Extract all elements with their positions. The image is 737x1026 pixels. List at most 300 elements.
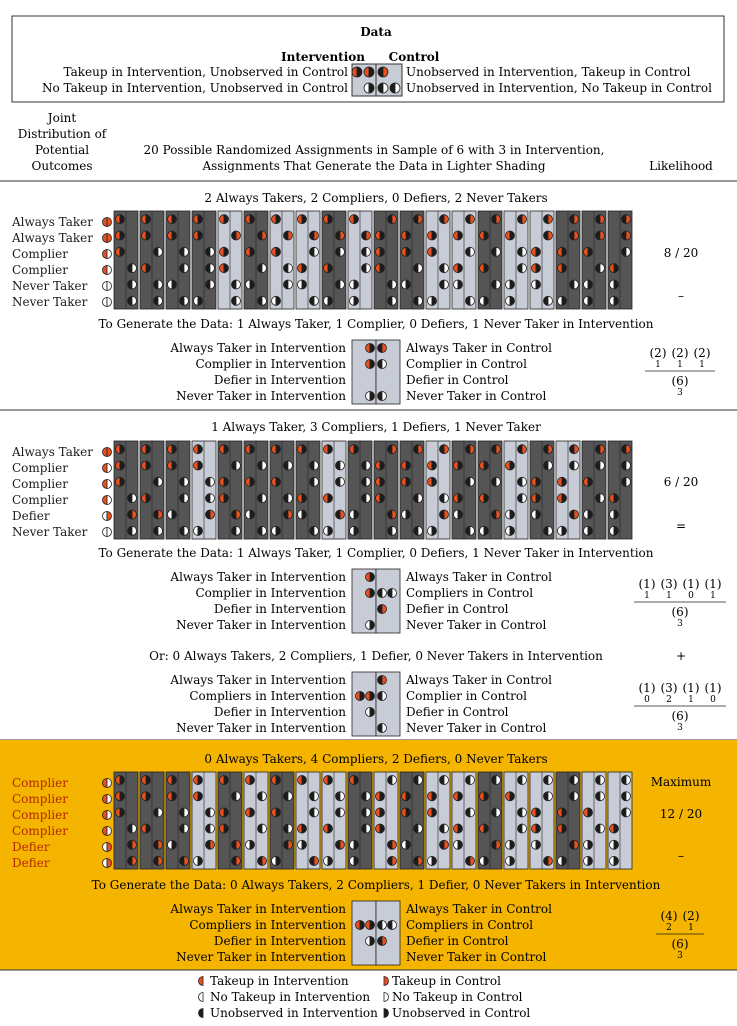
- assignment-icon: [324, 776, 333, 785]
- assignment-icon: [194, 445, 203, 454]
- assignment-icon: [506, 280, 515, 289]
- assignment-icon: [622, 776, 631, 785]
- control-icon: [378, 937, 387, 946]
- assignment-icon: [142, 445, 151, 454]
- table-header: [0, 111, 737, 181]
- header-col2-line1: 20 Possible Randomized Assignments in Sample of 6 with 3 in Intervention,: [143, 143, 605, 157]
- assignment-icon: [558, 526, 567, 535]
- assignment-icon: [414, 776, 423, 785]
- assignment-column: [270, 441, 294, 539]
- assignment-column: [348, 772, 372, 869]
- binomial-bottom: 0: [710, 695, 716, 705]
- binomial-top: (1): [682, 577, 700, 591]
- assignment-icon: [518, 824, 527, 833]
- assignment-icon: [272, 808, 281, 817]
- assignment-icon: [154, 247, 163, 256]
- assignment-icon: [518, 264, 527, 273]
- assignment-icon: [194, 461, 203, 470]
- assignment-icon: [454, 792, 463, 801]
- assignment-icon: [246, 840, 255, 849]
- assignment-column: [140, 211, 164, 309]
- assignment-icon: [428, 477, 437, 486]
- legend-takeup-control-icon: [384, 977, 389, 986]
- assignment-column: [244, 772, 268, 869]
- binomial-denominator-bottom: 3: [677, 388, 683, 398]
- assignment-icon: [284, 494, 293, 503]
- assignment-icon: [518, 494, 527, 503]
- control-type-label: Never Taker in Control: [406, 389, 547, 403]
- assignment-icon: [428, 247, 437, 256]
- control-type-label: Complier in Control: [406, 689, 527, 703]
- potential-outcome-icon: [103, 496, 112, 505]
- intervention-type-label: Always Taker in Intervention: [170, 902, 346, 916]
- no-takeup-icon: [390, 83, 400, 93]
- assignment-column: [582, 441, 606, 539]
- no-takeup-icon: [378, 83, 388, 93]
- assignment-icon: [376, 494, 385, 503]
- intervention-type-label: Compliers in Intervention: [189, 689, 346, 703]
- assignment-icon: [544, 461, 553, 470]
- person-label: Never Taker: [12, 279, 88, 293]
- assignment-icon: [246, 445, 255, 454]
- data-box-col-intervention: Intervention: [281, 50, 365, 64]
- assignment-icon: [596, 215, 605, 224]
- binomial-bottom: 1: [688, 695, 694, 705]
- assignment-icon: [168, 510, 177, 519]
- assignment-icon: [388, 840, 397, 849]
- assignment-column: [218, 772, 242, 869]
- assignment-column: [218, 211, 242, 309]
- assignment-column: [530, 211, 554, 309]
- assignment-icon: [350, 280, 359, 289]
- control-type-label: Defier in Control: [406, 373, 509, 387]
- assignment-icon: [376, 808, 385, 817]
- intervention-type-label: Complier in Intervention: [195, 586, 346, 600]
- assignment-icon: [376, 461, 385, 470]
- assignment-icon: [272, 445, 281, 454]
- assignment-icon: [142, 776, 151, 785]
- assignment-icon: [610, 856, 619, 865]
- assignment-icon: [298, 776, 307, 785]
- assignment-icon: [402, 231, 411, 240]
- data-box: [12, 16, 724, 102]
- assignment-icon: [466, 445, 475, 454]
- potential-outcome-icon: [103, 779, 112, 788]
- intervention-icon: [366, 937, 375, 946]
- assignment-icon: [310, 856, 319, 865]
- assignment-column: [530, 441, 554, 539]
- assignment-icon: [324, 296, 333, 305]
- assignment-icon: [544, 526, 553, 535]
- assignment-icon: [454, 510, 463, 519]
- likelihood-equals: =: [675, 519, 687, 533]
- section-3: [0, 740, 737, 970]
- assignment-icon: [206, 280, 215, 289]
- intervention-icon: [366, 573, 375, 582]
- assignment-icon: [610, 280, 619, 289]
- assignment-icon: [350, 215, 359, 224]
- assignment-icon: [350, 445, 359, 454]
- assignment-icon: [402, 808, 411, 817]
- assignment-icon: [466, 526, 475, 535]
- assignment-icon: [440, 494, 449, 503]
- assignment-icon: [492, 808, 501, 817]
- intervention-icon: [366, 360, 375, 369]
- intervention-icon: [366, 392, 375, 401]
- assignment-icon: [180, 264, 189, 273]
- assignment-column: [426, 211, 450, 309]
- control-type-label: Never Taker in Control: [406, 618, 547, 632]
- assignment-icon: [232, 840, 241, 849]
- assignment-icon: [440, 776, 449, 785]
- assignment-icon: [506, 461, 515, 470]
- assignment-icon: [596, 494, 605, 503]
- assignment-column: [608, 772, 632, 869]
- binomial-denominator-top: (6): [671, 605, 689, 619]
- assignment-column: [166, 211, 190, 309]
- assignment-icon: [142, 461, 151, 470]
- assignment-icon: [128, 494, 137, 503]
- binomial-top: (2): [682, 909, 700, 923]
- assignment-icon: [310, 296, 319, 305]
- assignment-icon: [584, 526, 593, 535]
- binomial-denominator-top: (6): [671, 709, 689, 723]
- assignment-icon: [584, 856, 593, 865]
- assignment-icon: [414, 264, 423, 273]
- assignment-icon: [388, 296, 397, 305]
- assignment-icon: [596, 231, 605, 240]
- assignment-icon: [310, 231, 319, 240]
- assignment-icon: [454, 840, 463, 849]
- assignment-icon: [584, 280, 593, 289]
- assignment-icon: [232, 856, 241, 865]
- binomial-bottom: 1: [677, 360, 683, 370]
- intervention-icon: [366, 589, 375, 598]
- person-label: Complier: [12, 493, 68, 507]
- assignment-column: [452, 772, 476, 869]
- assignment-icon: [558, 296, 567, 305]
- assignment-icon: [284, 264, 293, 273]
- assignment-icon: [558, 808, 567, 817]
- binomial-bottom: 2: [666, 923, 672, 933]
- likelihood-label: Maximum: [650, 775, 712, 789]
- assignment-icon: [584, 808, 593, 817]
- assignment-icon: [206, 494, 215, 503]
- assignment-icon: [584, 477, 593, 486]
- no-takeup-icon: [364, 83, 374, 93]
- assignment-icon: [622, 215, 631, 224]
- data-box-row1-left: Takeup in Intervention, Unobserved in Control: [63, 65, 348, 79]
- assignment-icon: [362, 824, 371, 833]
- generate-data-block: [98, 546, 726, 633]
- assignment-icon: [128, 824, 137, 833]
- assignment-icon: [454, 824, 463, 833]
- assignment-icon: [284, 510, 293, 519]
- assignment-icon: [128, 510, 137, 519]
- assignment-icon: [584, 840, 593, 849]
- assignment-icon: [376, 264, 385, 273]
- header-col2-line2: Assignments That Generate the Data in Lighter Shading: [202, 159, 546, 173]
- assignment-icon: [440, 264, 449, 273]
- assignment-icon: [116, 792, 125, 801]
- assignment-icon: [402, 280, 411, 289]
- binomial-bottom: 1: [655, 360, 661, 370]
- control-icon: [378, 692, 387, 701]
- assignment-icon: [518, 247, 527, 256]
- assignment-icon: [532, 840, 541, 849]
- assignment-icon: [532, 477, 541, 486]
- assignment-icon: [388, 776, 397, 785]
- binomial-top: (2): [649, 346, 667, 360]
- person-label: Complier: [12, 263, 68, 277]
- assignment-icon: [532, 264, 541, 273]
- assignment-icon: [298, 840, 307, 849]
- legend-takeup-intervention: Takeup in Intervention: [210, 974, 349, 988]
- assignment-icon: [272, 247, 281, 256]
- control-icon: [378, 724, 387, 733]
- assignment-icon: [180, 526, 189, 535]
- assignment-icon: [298, 445, 307, 454]
- assignment-column: [114, 211, 138, 309]
- assignment-column: [192, 772, 216, 869]
- takeup-icon: [364, 67, 374, 77]
- assignment-icon: [116, 461, 125, 470]
- binomial-denominator-bottom: 3: [677, 951, 683, 961]
- assignment-icon: [180, 824, 189, 833]
- potential-outcome-icon: [103, 464, 112, 473]
- data-box-row2-left: No Takeup in Intervention, Unobserved in Control: [42, 81, 348, 95]
- assignment-icon: [428, 792, 437, 801]
- assignment-icon: [428, 856, 437, 865]
- assignment-column: [504, 441, 528, 539]
- assignment-icon: [570, 231, 579, 240]
- assignment-icon: [168, 792, 177, 801]
- assignment-column: [426, 441, 450, 539]
- intervention-icon: [356, 921, 365, 930]
- assignment-icon: [376, 792, 385, 801]
- assignment-icon: [492, 280, 501, 289]
- assignment-icon: [206, 808, 215, 817]
- assignment-icon: [168, 445, 177, 454]
- intervention-type-label: Compliers in Intervention: [189, 918, 346, 932]
- assignment-icon: [272, 776, 281, 785]
- assignment-icon: [596, 264, 605, 273]
- assignment-icon: [610, 494, 619, 503]
- assignment-icon: [206, 264, 215, 273]
- assignment-icon: [362, 247, 371, 256]
- potential-outcome-icon: [103, 827, 112, 836]
- assignment-icon: [180, 494, 189, 503]
- assignment-icon: [428, 808, 437, 817]
- assignment-icon: [115, 247, 124, 256]
- assignment-icon: [298, 824, 307, 833]
- assignment-icon: [298, 494, 307, 503]
- generate-data-text: Or: 0 Always Takers, 2 Compliers, 1 Defier, 0 Never Takers in Intervention: [149, 649, 603, 663]
- assignment-icon: [544, 231, 553, 240]
- section-title: 2 Always Takers, 2 Compliers, 0 Defiers, 2 Never Takers: [204, 191, 548, 205]
- assignment-icon: [428, 231, 437, 240]
- control-type-label: Never Taker in Control: [406, 950, 547, 964]
- assignment-icon: [206, 247, 215, 256]
- header-likelihood: Likelihood: [649, 159, 713, 173]
- person-label: Defier: [12, 509, 50, 523]
- assignment-icon: [544, 776, 553, 785]
- assignment-icon: [142, 215, 151, 224]
- person-label: Complier: [12, 808, 68, 822]
- section-title: 0 Always Takers, 4 Compliers, 2 Defiers, 0 Never Takers: [204, 752, 548, 766]
- assignment-icon: [272, 296, 281, 305]
- binomial-top: (1): [682, 681, 700, 695]
- binomial-denominator-bottom: 3: [677, 619, 683, 629]
- assignment-icon: [610, 296, 619, 305]
- assignment-icon: [584, 247, 593, 256]
- assignment-icon: [480, 526, 489, 535]
- assignment-icon: [492, 776, 501, 785]
- assignment-icon: [128, 296, 137, 305]
- likelihood-equals: –: [678, 289, 684, 303]
- assignment-icon: [402, 510, 411, 519]
- assignment-icon: [246, 808, 255, 817]
- assignment-icon: [414, 445, 423, 454]
- assignment-icon: [324, 526, 333, 535]
- assignment-icon: [336, 792, 345, 801]
- binomial-bottom: 1: [699, 360, 705, 370]
- control-icon: [378, 921, 387, 930]
- control-type-label: Complier in Control: [406, 357, 527, 371]
- assignment-icon: [220, 264, 229, 273]
- assignment-column: [296, 772, 320, 869]
- assignment-column: [348, 441, 372, 539]
- assignment-icon: [388, 856, 397, 865]
- data-box-title: Data: [360, 25, 392, 39]
- assignment-icon: [272, 526, 281, 535]
- assignment-icon: [128, 280, 137, 289]
- assignment-icon: [258, 231, 267, 240]
- assignment-icon: [506, 840, 515, 849]
- assignment-column: [504, 772, 528, 869]
- assignment-icon: [168, 840, 177, 849]
- assignment-icon: [350, 856, 359, 865]
- legend-takeup-intervention-icon: [199, 977, 204, 986]
- assignment-icon: [388, 445, 397, 454]
- assignment-column: [582, 211, 606, 309]
- assignment-icon: [518, 808, 527, 817]
- person-label: Complier: [12, 792, 68, 806]
- assignment-icon: [258, 296, 267, 305]
- assignment-column: [400, 211, 424, 309]
- assignment-icon: [258, 824, 267, 833]
- assignment-icon: [350, 840, 359, 849]
- assignment-icon: [194, 792, 203, 801]
- assignment-icon: [492, 247, 501, 256]
- assignment-icon: [336, 231, 345, 240]
- assignment-icon: [154, 840, 163, 849]
- assignment-column: [140, 441, 164, 539]
- legend: [199, 974, 531, 1020]
- assignment-icon: [544, 296, 553, 305]
- person-label: Always Taker: [12, 231, 94, 245]
- assignment-icon: [622, 808, 631, 817]
- assignment-icon: [258, 494, 267, 503]
- binomial-top: (1): [638, 577, 656, 591]
- assignment-icon: [414, 526, 423, 535]
- control-type-label: Always Taker in Control: [406, 570, 552, 584]
- assignment-icon: [154, 280, 163, 289]
- potential-outcome-icon: [103, 218, 112, 227]
- intervention-type-label: Never Taker in Intervention: [176, 950, 346, 964]
- assignment-column: [504, 211, 528, 309]
- legend-no-takeup-control: No Takeup in Control: [392, 990, 523, 1004]
- assignment-icon: [220, 808, 229, 817]
- binomial-bottom: 1: [688, 923, 694, 933]
- assignment-icon: [480, 856, 489, 865]
- assignment-icon: [466, 477, 475, 486]
- assignment-icon: [362, 264, 371, 273]
- assignment-icon: [480, 231, 489, 240]
- assignment-icon: [116, 231, 125, 240]
- assignment-column: [556, 772, 580, 869]
- legend-unobserved-control: Unobserved in Control: [392, 1006, 531, 1020]
- intervention-type-label: Defier in Intervention: [213, 934, 346, 948]
- binomial-bottom: 2: [666, 695, 672, 705]
- assignment-icon: [480, 792, 489, 801]
- assignment-icon: [466, 296, 475, 305]
- assignment-column: [478, 211, 502, 309]
- intervention-type-label: Always Taker in Intervention: [170, 570, 346, 584]
- assignment-icon: [206, 840, 215, 849]
- control-icon: [378, 605, 387, 614]
- assignment-icon: [544, 856, 553, 865]
- assignment-icon: [622, 231, 631, 240]
- assignment-icon: [480, 494, 489, 503]
- assignment-icon: [194, 526, 203, 535]
- assignment-icon: [154, 856, 163, 865]
- assignment-icon: [258, 856, 267, 865]
- assignment-icon: [336, 280, 345, 289]
- intervention-icon: [366, 708, 375, 717]
- assignment-icon: [350, 526, 359, 535]
- control-icon: [378, 676, 387, 685]
- assignment-icon: [350, 510, 359, 519]
- assignment-icon: [388, 280, 397, 289]
- assignment-icon: [440, 824, 449, 833]
- assignment-icon: [544, 792, 553, 801]
- control-icon: [388, 921, 397, 930]
- assignment-column: [608, 441, 632, 539]
- assignment-icon: [142, 231, 151, 240]
- assignment-icon: [544, 445, 553, 454]
- person-label: Defier: [12, 840, 50, 854]
- assignment-column: [244, 211, 268, 309]
- assignment-icon: [232, 792, 241, 801]
- assignment-icon: [142, 264, 151, 273]
- assignment-icon: [168, 215, 177, 224]
- assignment-icon: [142, 792, 151, 801]
- assignment-column: [400, 441, 424, 539]
- assignment-icon: [480, 461, 489, 470]
- control-icon: [388, 589, 397, 598]
- assignment-icon: [220, 494, 229, 503]
- assignment-icon: [440, 510, 449, 519]
- assignment-column: [608, 211, 632, 309]
- assignment-icon: [258, 461, 267, 470]
- section-1: [0, 191, 737, 410]
- potential-outcome-icon: [103, 298, 112, 307]
- assignment-icon: [272, 477, 281, 486]
- assignment-icon: [584, 510, 593, 519]
- control-icon: [378, 589, 387, 598]
- assignment-icon: [506, 296, 515, 305]
